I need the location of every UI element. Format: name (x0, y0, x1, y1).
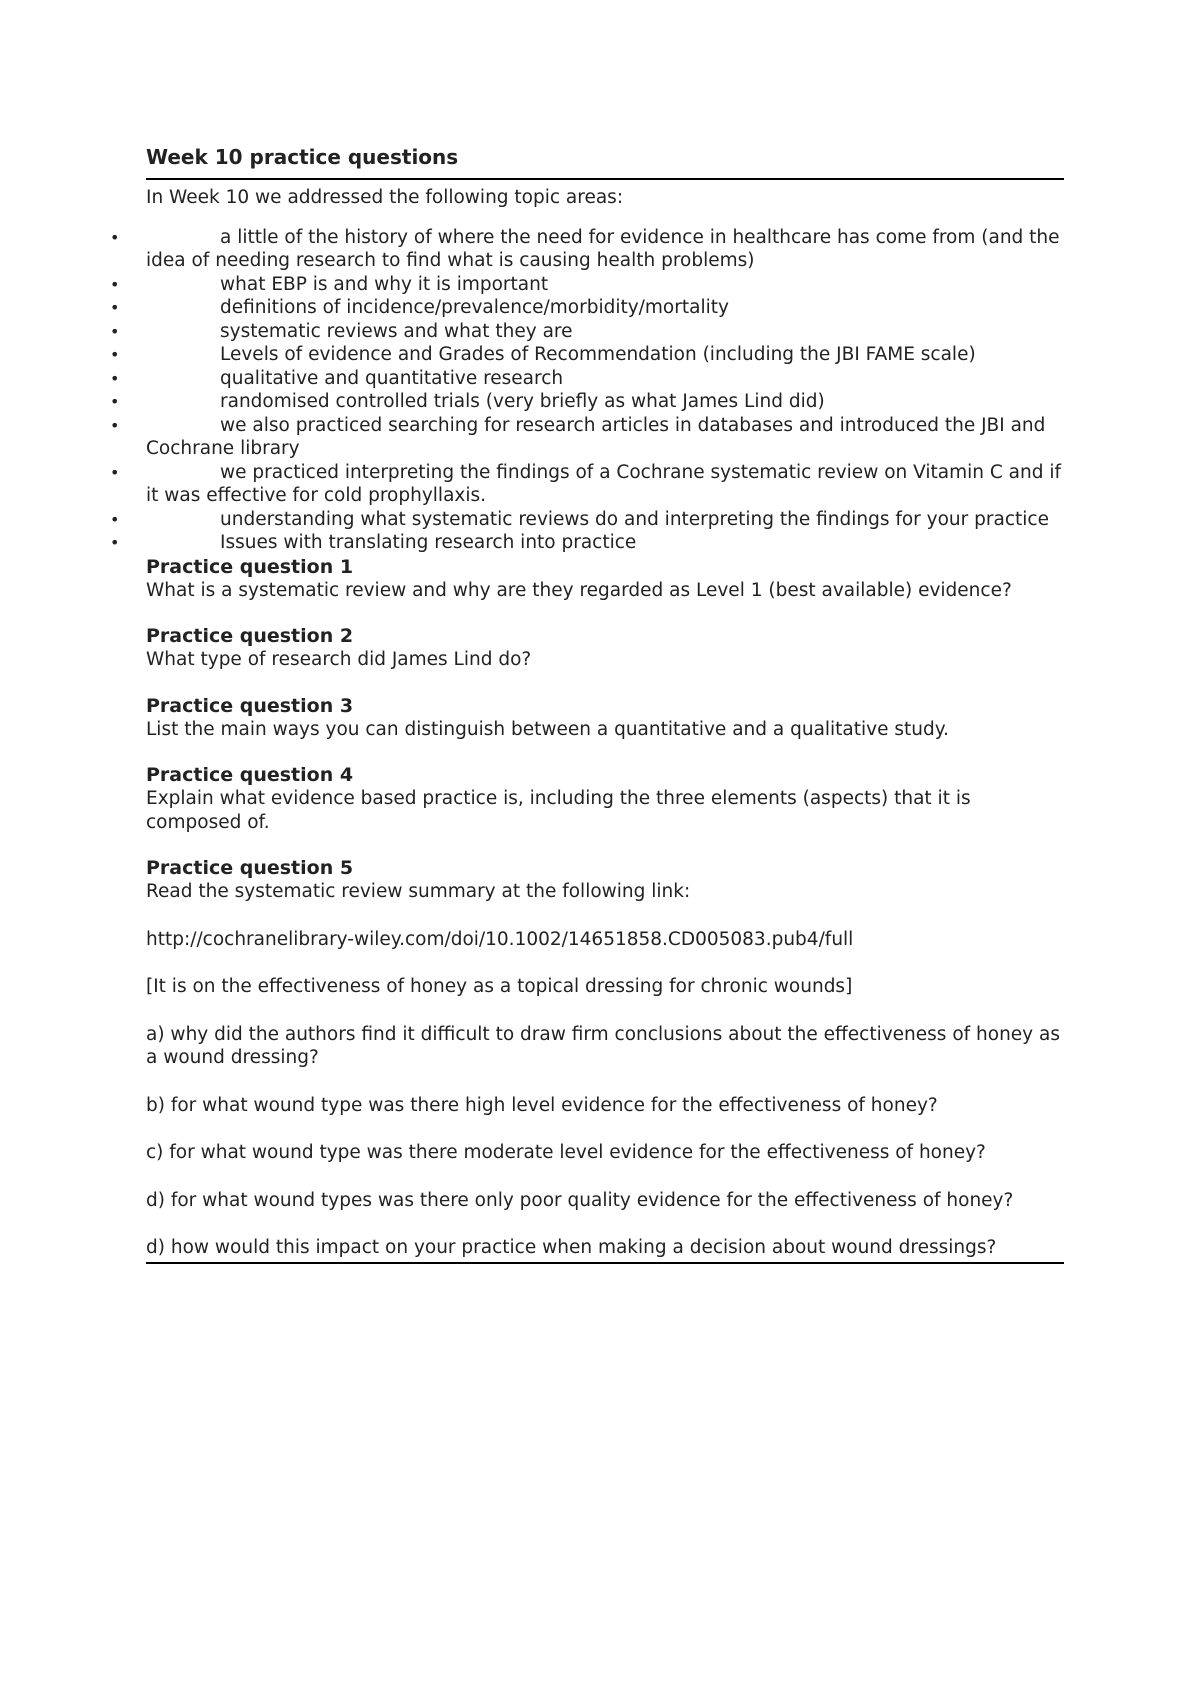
bullet-icon: • (110, 345, 120, 364)
topic-text: we practiced interpreting the findings of a Cochrane systematic review on Vitamin C and if it was effective for cold prophyllaxis. (146, 461, 1062, 506)
title-divider (146, 178, 1064, 180)
practice-question-3 (146, 694, 1064, 742)
topic-item (110, 367, 1064, 391)
topic-text: systematic reviews and what they are (220, 320, 573, 342)
question-part-d: d) for what wound types was there only poor quality evidence for the effectiveness of honey? (146, 1189, 1014, 1211)
document-title: Week 10 practice questions (146, 145, 459, 169)
topic-text: we also practiced searching for research articles in databases and introduced the JBI and Cochrane library (146, 414, 1046, 459)
topic-text: qualitative and quantitative research (220, 367, 564, 389)
bullet-icon: • (110, 415, 120, 435)
topic-text: a little of the history of where the need for evidence in healthcare has come from (and the idea of needing research to find what is causing health problems) (146, 226, 1060, 271)
bullet-icon: • (110, 509, 120, 529)
bottom-divider (146, 1262, 1064, 1264)
bullet-icon: • (110, 368, 120, 388)
review-note: [It is on the effectiveness of honey as a topical dressing for chronic wounds] (146, 976, 853, 997)
topic-text: randomised controlled trials (very briefly as what James Lind did) (220, 391, 825, 412)
bullet-icon: • (110, 321, 120, 341)
question-part-c: c) for what wound type was there moderate level evidence for the effectiveness of honey? (146, 1142, 986, 1163)
topic-item (110, 320, 1064, 344)
question-text: Read the systematic review summary at the following link: (146, 881, 691, 902)
topic-list (110, 226, 1064, 555)
question-heading: Practice question 5 (146, 857, 354, 879)
topic-item (110, 296, 1064, 320)
question-heading: Practice question 1 (146, 555, 354, 578)
bullet-icon: • (110, 533, 120, 552)
topic-text: what EBP is and why it is important (220, 273, 549, 295)
topic-item (110, 226, 1064, 273)
topic-text: understanding what systematic reviews do and interpreting the findings for your practice (220, 508, 1049, 530)
topic-text: Levels of evidence and Grades of Recommendation (including the JBI FAME scale) (220, 344, 976, 365)
bullet-icon: • (110, 274, 120, 294)
question-text: What type of research did James Lind do? (146, 649, 532, 670)
intro-text: In Week 10 we addressed the following topic areas: (146, 187, 624, 208)
topic-item (110, 273, 1064, 297)
topic-text: definitions of incidence/prevalence/morbidity/mortality (220, 297, 729, 318)
topic-text: Issues with translating research into practice (220, 532, 637, 553)
topic-item (110, 390, 1064, 414)
bullet-icon: • (110, 227, 120, 247)
question-heading: Practice question 4 (146, 764, 354, 786)
question-part-b: b) for what wound type was there high level evidence for the effectiveness of honey? (146, 1094, 938, 1116)
question-text: List the main ways you can distinguish between a quantitative and a qualitative study. (146, 718, 949, 740)
topic-item (110, 343, 1064, 367)
topic-item (110, 461, 1064, 508)
practice-question-5 (146, 856, 1064, 1260)
question-text: Explain what evidence based practice is, including the three elements (aspects) that it is composed of. (146, 788, 971, 833)
bullet-icon: • (110, 462, 120, 482)
practice-question-2 (146, 624, 1064, 672)
question-heading: Practice question 2 (146, 625, 354, 647)
review-link-paragraph (146, 928, 1064, 952)
question-part-d-practice: d) how would this impact on your practice when making a decision about wound dressings? (146, 1237, 997, 1258)
topic-item (110, 414, 1064, 461)
question-text: What is a systematic review and why are they regarded as Level 1 (best available) evidence? (146, 579, 1012, 601)
document-page (110, 142, 1064, 1264)
question-part-a: a) why did the authors find it difficult to draw firm conclusions about the effectiveness of honey as a wound dressing? (146, 1023, 1060, 1068)
topic-item (110, 508, 1064, 532)
question-heading: Practice question 3 (146, 694, 354, 717)
practice-question-4 (146, 763, 1064, 834)
bullet-icon: • (110, 392, 120, 411)
topic-item (110, 531, 1064, 555)
practice-question-1 (146, 555, 1064, 603)
review-link[interactable]: http://cochranelibrary-wiley.com/doi/10.1002/14651858.CD005083.pub4/full (146, 928, 854, 950)
bullet-icon: • (110, 298, 120, 317)
